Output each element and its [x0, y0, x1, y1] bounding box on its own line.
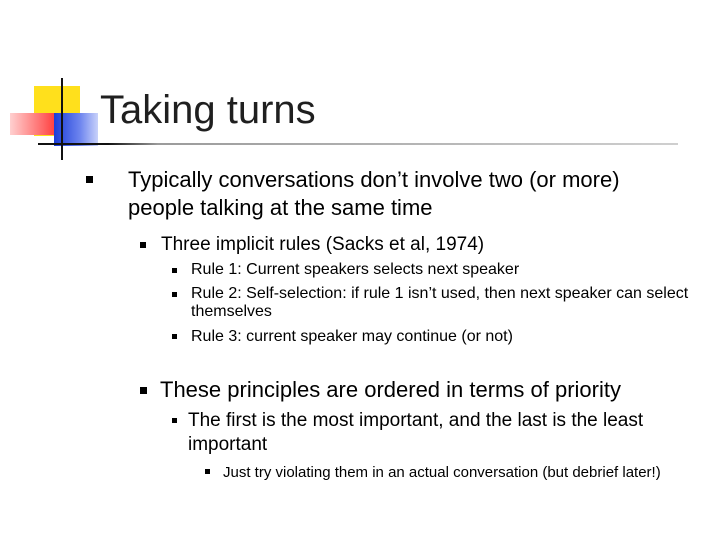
slide-title: Taking turns [100, 88, 316, 132]
bullet-implicit-rules: Three implicit rules (Sacks et al, 1974) [161, 234, 485, 255]
bullet-principles: These principles are ordered in terms of priority [160, 377, 621, 402]
bullet-icon [205, 469, 210, 474]
bullet-icon [172, 418, 177, 423]
title-underline [38, 143, 678, 145]
rule-2: Rule 2: Self-selection: if rule 1 isn’t used, then next speaker can select themselves [191, 285, 689, 320]
header-decoration-red-bar [10, 113, 56, 135]
bullet-icon [172, 268, 177, 273]
bullet-first-most-important: The first is the most important, and the last is the least important [188, 410, 644, 455]
bullet-try-violating: Just try violating them in an actual conversation (but debrief later!) [223, 464, 661, 481]
header-decoration-vertical-line [61, 78, 63, 160]
bullet-conversations: Typically conversations don’t involve two (or more) people talking at the same time [128, 167, 620, 220]
bullet-icon [172, 292, 177, 297]
bullet-icon [86, 176, 93, 183]
rule-1: Rule 1: Current speakers selects next speaker [191, 261, 520, 278]
rule-3: Rule 3: current speaker may continue (or not) [191, 328, 513, 345]
bullet-icon [140, 242, 146, 248]
bullet-icon [172, 334, 177, 339]
bullet-icon [140, 387, 147, 394]
